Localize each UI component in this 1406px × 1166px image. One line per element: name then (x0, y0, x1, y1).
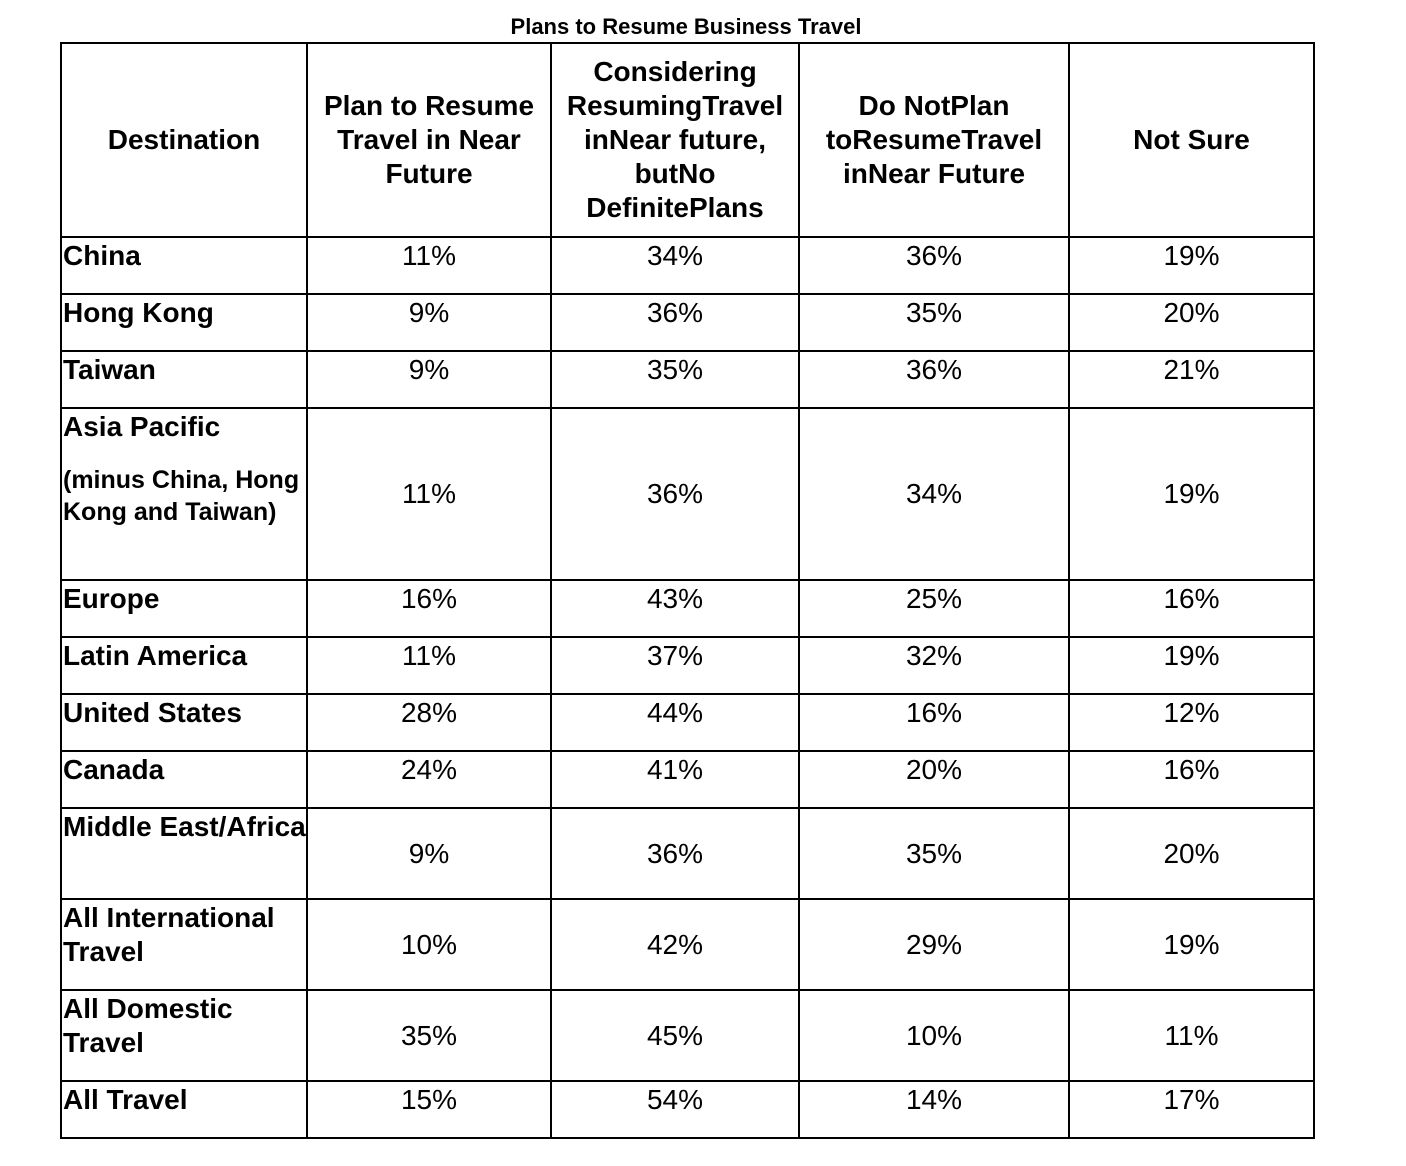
value-cell: 36% (551, 294, 799, 351)
destination-label: Asia Pacific (63, 411, 221, 442)
value-cell: 16% (799, 694, 1069, 751)
travel-plans-table (60, 42, 1315, 1139)
value-cell: 11% (307, 408, 551, 580)
table-row (61, 351, 1314, 408)
value-cell: 45% (551, 990, 799, 1081)
destination-note: (minus China, Hong Kong and Taiwan) (63, 466, 300, 526)
value-cell: 35% (551, 351, 799, 408)
value-cell: 19% (1069, 408, 1314, 580)
table-title: Plans to Resume Business Travel (510, 14, 862, 39)
value-cell: 14% (799, 1081, 1069, 1138)
table-row (61, 294, 1314, 351)
value-cell: 35% (307, 990, 551, 1081)
destination-cell: Latin America (61, 637, 307, 694)
destination-cell: All International Travel (61, 899, 307, 990)
value-cell: 35% (799, 294, 1069, 351)
value-cell: 11% (307, 637, 551, 694)
destination-cell: Middle East/Africa (61, 808, 307, 899)
value-cell: 16% (1069, 751, 1314, 808)
column-header-not-sure: Not Sure (1069, 43, 1314, 237)
destination-cell: Taiwan (61, 351, 307, 408)
value-cell: 12% (1069, 694, 1314, 751)
destination-cell: All Domestic Travel (61, 990, 307, 1081)
column-header-destination: Destination (61, 43, 307, 237)
value-cell: 24% (307, 751, 551, 808)
value-cell: 9% (307, 294, 551, 351)
table-row (61, 751, 1314, 808)
value-cell: 36% (799, 237, 1069, 294)
value-cell: 20% (799, 751, 1069, 808)
table-row (61, 808, 1314, 899)
table-row (61, 694, 1314, 751)
column-header-considering: Considering ResumingTravel inNear future, butNo DefinitePlans (551, 43, 799, 237)
destination-cell: All Travel (61, 1081, 307, 1138)
value-cell: 21% (1069, 351, 1314, 408)
column-header-do-not-plan: Do NotPlan toResumeTravel inNear Future (799, 43, 1069, 237)
value-cell: 36% (551, 808, 799, 899)
table-row (61, 899, 1314, 990)
destination-cell: China (61, 237, 307, 294)
value-cell: 15% (307, 1081, 551, 1138)
value-cell: 19% (1069, 637, 1314, 694)
header-row (61, 43, 1314, 237)
value-cell: 11% (1069, 990, 1314, 1081)
value-cell: 19% (1069, 237, 1314, 294)
value-cell: 25% (799, 580, 1069, 637)
destination-cell: Europe (61, 580, 307, 637)
value-cell: 37% (551, 637, 799, 694)
value-cell: 17% (1069, 1081, 1314, 1138)
column-header-plan-to-resume: Plan to Resume Travel in Near Future (307, 43, 551, 237)
value-cell: 44% (551, 694, 799, 751)
table-row (61, 990, 1314, 1081)
destination-cell: Hong Kong (61, 294, 307, 351)
value-cell: 42% (551, 899, 799, 990)
value-cell: 29% (799, 899, 1069, 990)
table-row (61, 237, 1314, 294)
value-cell: 16% (307, 580, 551, 637)
destination-cell: United States (61, 694, 307, 751)
value-cell: 28% (307, 694, 551, 751)
value-cell: 20% (1069, 808, 1314, 899)
value-cell: 34% (799, 408, 1069, 580)
value-cell: 16% (1069, 580, 1314, 637)
destination-cell (61, 408, 307, 580)
table-row (61, 408, 1314, 580)
value-cell: 9% (307, 351, 551, 408)
value-cell: 36% (551, 408, 799, 580)
value-cell: 20% (1069, 294, 1314, 351)
value-cell: 35% (799, 808, 1069, 899)
value-cell: 32% (799, 637, 1069, 694)
value-cell: 36% (799, 351, 1069, 408)
value-cell: 43% (551, 580, 799, 637)
value-cell: 34% (551, 237, 799, 294)
value-cell: 9% (307, 808, 551, 899)
value-cell: 41% (551, 751, 799, 808)
destination-cell: Canada (61, 751, 307, 808)
table-row (61, 637, 1314, 694)
value-cell: 54% (551, 1081, 799, 1138)
value-cell: 19% (1069, 899, 1314, 990)
value-cell: 10% (307, 899, 551, 990)
table-row (61, 1081, 1314, 1138)
value-cell: 11% (307, 237, 551, 294)
value-cell: 10% (799, 990, 1069, 1081)
table-row (61, 580, 1314, 637)
